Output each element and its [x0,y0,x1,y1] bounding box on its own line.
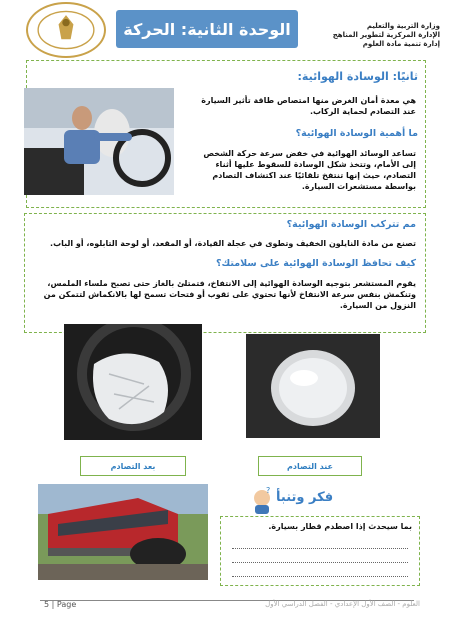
composition-text: تصنع من مادة النايلون الخفيف وتطوى في عجلة القيادة، أو المقعد، أو لوحة التابلوه، أو الباب. [50,239,416,248]
answer-line-2[interactable] [232,562,408,563]
ministry-line-1: وزارة التربية والتعليم [366,22,440,30]
ministry-line-2: الإدارة المركزية لتطوير المناهج [332,31,440,39]
caption-after-collision: بعد التصادم [80,456,186,476]
airbag-definition: هي معدة أمان الغرض منها امتصاص طاقة تأثير السيارة عند التصادم لحماية الركاب. [201,96,416,116]
importance-text: تساعد الوسائد الهوائية في خفض سرعة حركة الشخص إلى الأمام، وتتخذ شكل الوسادة للسقوط عليها أثناء التصادم، حيث إنها تنتفخ تلقائيًا عند اكتشاف التصادم بواسطة مستشعرات السيارة. [203,149,416,191]
caption-at-collision: عند التصادم [258,456,362,476]
footer-text: العلوم - الصف الأول الإعدادي - الفصل الدراسي الأول [265,600,420,608]
airbag-composition-box [24,213,426,333]
unit-title: الوحدة الثانية: الحركة [116,10,298,48]
steering-wheel-airbag-photo [246,334,380,438]
answer-line-1[interactable] [232,548,408,549]
answer-line-3[interactable] [232,576,408,577]
safety-text: يقوم المستشعر بتوجيه الوسادة الهوائية إلى الانتفاخ، فتمتلئ بالغاز حتى تصبح ملساء الملمس، وتنكمش بنفس سرعة الانتفاخ لأنها تحتوي على ثقوب أو فتحات تسمح لها بالانكماش لتتمكن من النزول من السيارة. [43,279,416,310]
composition-heading: مم تتركب الوسادة الهوائية؟ [286,219,416,230]
safety-heading: كيف تحافظ الوسادة الهوائية على سلامتك؟ [216,258,416,269]
thinking-person-icon [250,486,274,514]
train-car-crash-photo [38,484,208,580]
think-and-predict-title: فكر وتنبأ [276,490,334,505]
page-number: 5 | Page [44,600,77,609]
ministry-seal-icon [26,2,106,58]
importance-heading: ما أهمية الوسادة الهوائية؟ [295,128,418,139]
deployed-airbag-photo [64,324,202,440]
airbag-heading: ثانيًا: الوسادة الهوائية: [297,70,418,83]
ministry-line-3: إدارة تنمية مادة العلوم [362,40,440,48]
think-question: بما سيحدث إذا اصطدم قطار بسيارة. [268,522,412,531]
ministry-header [320,22,440,49]
svg-text:?: ? [266,486,271,495]
driver-airbag-photo [24,88,174,195]
